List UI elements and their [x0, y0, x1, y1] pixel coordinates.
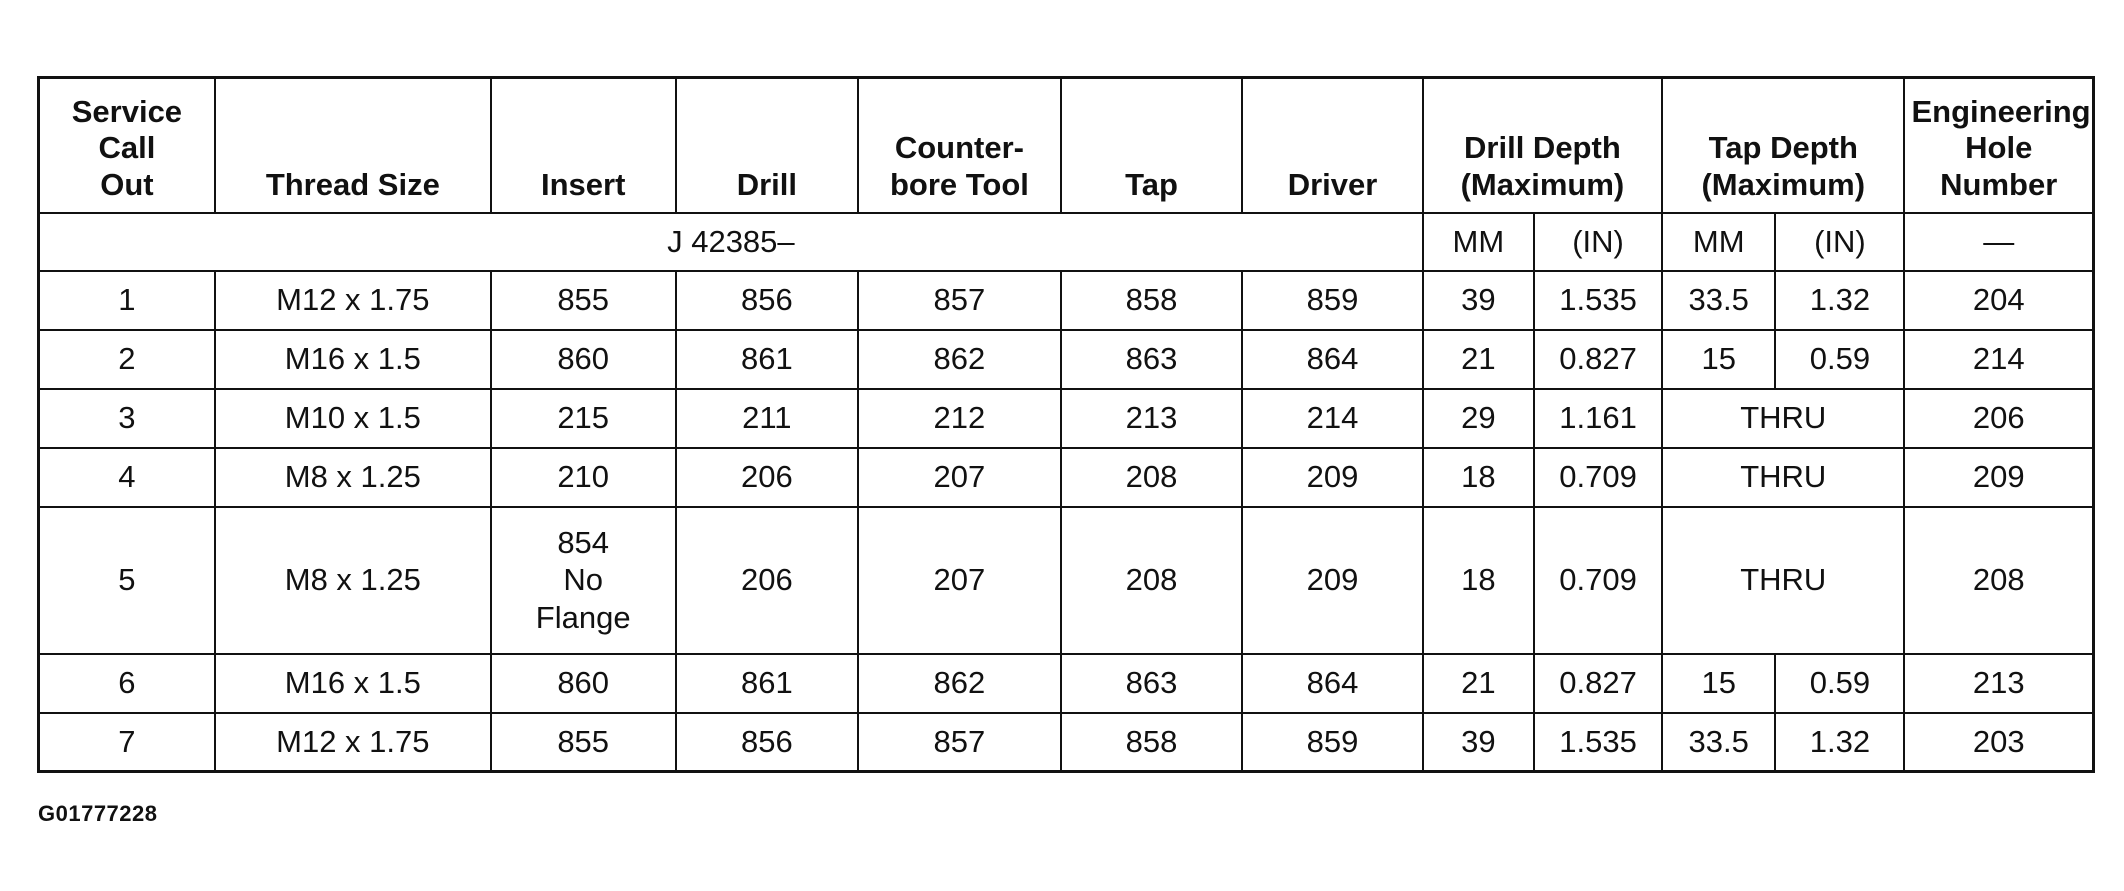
drill-cell: 211 [676, 389, 859, 448]
service-call-out-cell: 1 [39, 271, 215, 330]
counterbore-tool-cell: 857 [858, 271, 1061, 330]
service-call-out-cell: 6 [39, 654, 215, 713]
table-row [39, 448, 2094, 507]
drill-depth-mm-unit: MM [1423, 213, 1534, 271]
drill-depth-in-cell: 0.709 [1534, 507, 1662, 654]
driver-cell: 859 [1242, 271, 1423, 330]
tap-depth-mm-cell: 33.5 [1662, 271, 1775, 330]
drill-depth-mm-cell: 39 [1423, 713, 1534, 772]
tap-depth-mm-cell: 33.5 [1662, 713, 1775, 772]
tap-cell: 208 [1061, 448, 1243, 507]
thread-size-cell: M16 x 1.5 [215, 654, 491, 713]
thread-size-cell: M16 x 1.5 [215, 330, 491, 389]
insert-cell: 860 [491, 330, 676, 389]
drill-depth-mm-cell: 18 [1423, 448, 1534, 507]
engineering-hole-number-cell: 213 [1904, 654, 2093, 713]
thread-size-cell: M8 x 1.25 [215, 507, 491, 654]
drill-depth-mm-cell: 39 [1423, 271, 1534, 330]
header-thread-size: Thread Size [215, 78, 491, 213]
counterbore-tool-cell: 857 [858, 713, 1061, 772]
tap-cell: 863 [1061, 654, 1243, 713]
insert-cell: 854 No Flange [491, 507, 676, 654]
drill-depth-in-cell: 1.535 [1534, 271, 1662, 330]
thread-repair-spec-table [37, 76, 2095, 773]
drill-cell: 861 [676, 330, 859, 389]
tap-depth-mm-unit: MM [1662, 213, 1775, 271]
thread-size-cell: M10 x 1.5 [215, 389, 491, 448]
driver-cell: 864 [1242, 654, 1423, 713]
tap-cell: 213 [1061, 389, 1243, 448]
drill-cell: 856 [676, 271, 859, 330]
drill-depth-mm-cell: 29 [1423, 389, 1534, 448]
drill-depth-mm-cell: 18 [1423, 507, 1534, 654]
hole-number-dash: — [1904, 213, 2093, 271]
engineering-hole-number-cell: 209 [1904, 448, 2093, 507]
driver-cell: 214 [1242, 389, 1423, 448]
driver-cell: 864 [1242, 330, 1423, 389]
header-driver: Driver [1242, 78, 1423, 213]
tap-depth-in-cell: 1.32 [1775, 271, 1904, 330]
table-row [39, 389, 2094, 448]
engineering-hole-number-cell: 203 [1904, 713, 2093, 772]
insert-cell: 215 [491, 389, 676, 448]
service-call-out-cell: 7 [39, 713, 215, 772]
drill-cell: 861 [676, 654, 859, 713]
engineering-hole-number-cell: 204 [1904, 271, 2093, 330]
header-engineering-hole-number: Engineering Hole Number [1904, 78, 2093, 213]
header-insert: Insert [491, 78, 676, 213]
insert-cell: 855 [491, 271, 676, 330]
drill-depth-in-cell: 0.827 [1534, 330, 1662, 389]
units-row [39, 213, 2094, 271]
service-call-out-cell: 3 [39, 389, 215, 448]
header-counterbore-tool: Counter- bore Tool [858, 78, 1061, 213]
drill-cell: 206 [676, 448, 859, 507]
tap-depth-thru-cell: THRU [1662, 448, 1904, 507]
engineering-hole-number-cell: 206 [1904, 389, 2093, 448]
table-row [39, 507, 2094, 654]
service-call-out-cell: 4 [39, 448, 215, 507]
tool-prefix-cell: J 42385– [39, 213, 1423, 271]
service-call-out-cell: 5 [39, 507, 215, 654]
thread-size-cell: M12 x 1.75 [215, 713, 491, 772]
table-row [39, 654, 2094, 713]
tap-depth-in-cell: 0.59 [1775, 330, 1904, 389]
thread-size-cell: M12 x 1.75 [215, 271, 491, 330]
table-row [39, 271, 2094, 330]
drill-depth-mm-cell: 21 [1423, 654, 1534, 713]
service-call-out-cell: 2 [39, 330, 215, 389]
drill-depth-in-cell: 1.161 [1534, 389, 1662, 448]
tap-depth-mm-cell: 15 [1662, 654, 1775, 713]
drill-depth-in-cell: 0.827 [1534, 654, 1662, 713]
insert-cell: 210 [491, 448, 676, 507]
counterbore-tool-cell: 207 [858, 507, 1061, 654]
engineering-hole-number-cell: 214 [1904, 330, 2093, 389]
counterbore-tool-cell: 862 [858, 654, 1061, 713]
counterbore-tool-cell: 207 [858, 448, 1061, 507]
table-row [39, 713, 2094, 772]
insert-cell: 860 [491, 654, 676, 713]
tap-depth-in-cell: 1.32 [1775, 713, 1904, 772]
tap-cell: 858 [1061, 713, 1243, 772]
tap-cell: 863 [1061, 330, 1243, 389]
tap-depth-thru-cell: THRU [1662, 389, 1904, 448]
driver-cell: 859 [1242, 713, 1423, 772]
counterbore-tool-cell: 212 [858, 389, 1061, 448]
figure-code: G01777228 [38, 801, 158, 826]
tap-depth-in-cell: 0.59 [1775, 654, 1904, 713]
drill-depth-in-cell: 0.709 [1534, 448, 1662, 507]
tap-depth-in-unit: (IN) [1775, 213, 1904, 271]
drill-depth-in-cell: 1.535 [1534, 713, 1662, 772]
driver-cell: 209 [1242, 507, 1423, 654]
counterbore-tool-cell: 862 [858, 330, 1061, 389]
drill-cell: 206 [676, 507, 859, 654]
header-row [39, 78, 2094, 213]
header-drill-depth: Drill Depth (Maximum) [1423, 78, 1662, 213]
insert-cell: 855 [491, 713, 676, 772]
thread-size-cell: M8 x 1.25 [215, 448, 491, 507]
tap-cell: 858 [1061, 271, 1243, 330]
header-tap-depth: Tap Depth (Maximum) [1662, 78, 1904, 213]
tap-depth-mm-cell: 15 [1662, 330, 1775, 389]
tap-cell: 208 [1061, 507, 1243, 654]
engineering-hole-number-cell: 208 [1904, 507, 2093, 654]
header-tap: Tap [1061, 78, 1243, 213]
driver-cell: 209 [1242, 448, 1423, 507]
header-drill: Drill [676, 78, 859, 213]
drill-cell: 856 [676, 713, 859, 772]
tap-depth-thru-cell: THRU [1662, 507, 1904, 654]
drill-depth-in-unit: (IN) [1534, 213, 1662, 271]
header-service-call-out: Service Call Out [39, 78, 215, 213]
drill-depth-mm-cell: 21 [1423, 330, 1534, 389]
table-row [39, 330, 2094, 389]
